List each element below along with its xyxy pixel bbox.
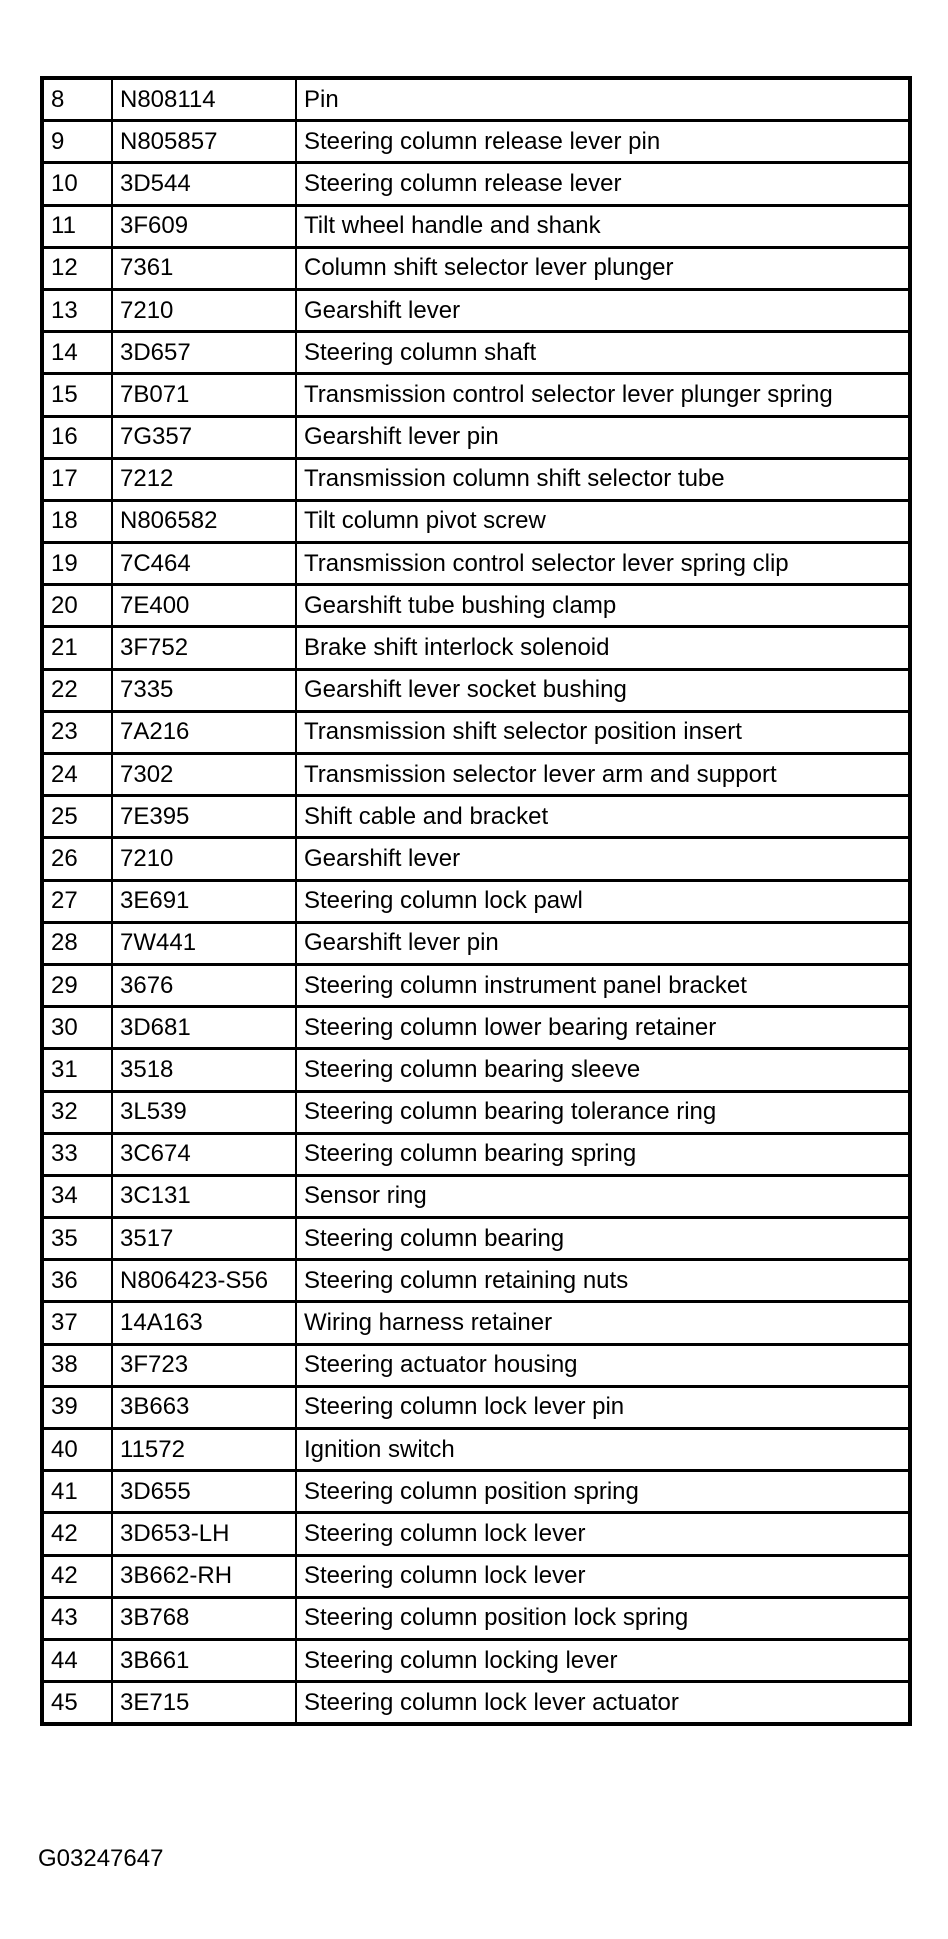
table-row bbox=[42, 458, 910, 500]
table-row bbox=[42, 205, 910, 247]
figure-id: G03247647 bbox=[38, 1845, 164, 1872]
part-number-cell: N808114 bbox=[112, 78, 296, 121]
description-cell: Steering column position lock spring bbox=[296, 1597, 910, 1639]
item-number-cell: 39 bbox=[42, 1386, 112, 1428]
description-cell: Steering column release lever pin bbox=[296, 121, 910, 163]
table-row bbox=[42, 332, 910, 374]
item-number-cell: 12 bbox=[42, 247, 112, 289]
part-number-cell: 3C674 bbox=[112, 1133, 296, 1175]
description-cell: Gearshift lever bbox=[296, 838, 910, 880]
part-number-cell: 3D655 bbox=[112, 1471, 296, 1513]
description-cell: Transmission control selector lever plunger spring bbox=[296, 374, 910, 416]
description-cell: Tilt column pivot screw bbox=[296, 500, 910, 542]
part-number-cell: 3C131 bbox=[112, 1175, 296, 1217]
table-row bbox=[42, 1597, 910, 1639]
item-number-cell: 22 bbox=[42, 669, 112, 711]
item-number-cell: 42 bbox=[42, 1555, 112, 1597]
table-row bbox=[42, 78, 910, 121]
description-cell: Steering column bearing bbox=[296, 1218, 910, 1260]
table-row bbox=[42, 1429, 910, 1471]
parts-table bbox=[40, 76, 912, 1726]
table-row bbox=[42, 247, 910, 289]
item-number-cell: 34 bbox=[42, 1175, 112, 1217]
table-row bbox=[42, 838, 910, 880]
item-number-cell: 8 bbox=[42, 78, 112, 121]
description-cell: Steering column lock lever bbox=[296, 1513, 910, 1555]
part-number-cell: 11572 bbox=[112, 1429, 296, 1471]
table-row bbox=[42, 1639, 910, 1681]
table-row bbox=[42, 121, 910, 163]
table-row bbox=[42, 880, 910, 922]
description-cell: Transmission shift selector position insert bbox=[296, 711, 910, 753]
table-row bbox=[42, 669, 910, 711]
table-row bbox=[42, 500, 910, 542]
part-number-cell: 3E715 bbox=[112, 1682, 296, 1725]
item-number-cell: 33 bbox=[42, 1133, 112, 1175]
part-number-cell: N805857 bbox=[112, 121, 296, 163]
description-cell: Gearshift lever pin bbox=[296, 922, 910, 964]
table-row bbox=[42, 1555, 910, 1597]
table-row bbox=[42, 1218, 910, 1260]
item-number-cell: 41 bbox=[42, 1471, 112, 1513]
item-number-cell: 13 bbox=[42, 289, 112, 331]
table-row bbox=[42, 543, 910, 585]
description-cell: Gearshift lever socket bushing bbox=[296, 669, 910, 711]
description-cell: Steering column bearing tolerance ring bbox=[296, 1091, 910, 1133]
item-number-cell: 35 bbox=[42, 1218, 112, 1260]
description-cell: Ignition switch bbox=[296, 1429, 910, 1471]
description-cell: Column shift selector lever plunger bbox=[296, 247, 910, 289]
item-number-cell: 37 bbox=[42, 1302, 112, 1344]
item-number-cell: 31 bbox=[42, 1049, 112, 1091]
part-number-cell: 3D653-LH bbox=[112, 1513, 296, 1555]
part-number-cell: 7B071 bbox=[112, 374, 296, 416]
item-number-cell: 19 bbox=[42, 543, 112, 585]
description-cell: Steering column lock lever pin bbox=[296, 1386, 910, 1428]
item-number-cell: 32 bbox=[42, 1091, 112, 1133]
item-number-cell: 38 bbox=[42, 1344, 112, 1386]
item-number-cell: 30 bbox=[42, 1007, 112, 1049]
table-row bbox=[42, 627, 910, 669]
part-number-cell: 3D681 bbox=[112, 1007, 296, 1049]
part-number-cell: 14A163 bbox=[112, 1302, 296, 1344]
part-number-cell: 3F752 bbox=[112, 627, 296, 669]
description-cell: Pin bbox=[296, 78, 910, 121]
table-row bbox=[42, 1344, 910, 1386]
part-number-cell: 3D657 bbox=[112, 332, 296, 374]
part-number-cell: 3517 bbox=[112, 1218, 296, 1260]
part-number-cell: 3L539 bbox=[112, 1091, 296, 1133]
table-row bbox=[42, 796, 910, 838]
item-number-cell: 44 bbox=[42, 1639, 112, 1681]
item-number-cell: 14 bbox=[42, 332, 112, 374]
description-cell: Wiring harness retainer bbox=[296, 1302, 910, 1344]
item-number-cell: 42 bbox=[42, 1513, 112, 1555]
table-row bbox=[42, 1175, 910, 1217]
part-number-cell: 3B768 bbox=[112, 1597, 296, 1639]
description-cell: Gearshift lever bbox=[296, 289, 910, 331]
item-number-cell: 43 bbox=[42, 1597, 112, 1639]
table-row bbox=[42, 1386, 910, 1428]
table-row bbox=[42, 585, 910, 627]
description-cell: Gearshift tube bushing clamp bbox=[296, 585, 910, 627]
table-row bbox=[42, 1007, 910, 1049]
item-number-cell: 29 bbox=[42, 964, 112, 1006]
description-cell: Gearshift lever pin bbox=[296, 416, 910, 458]
part-number-cell: 7210 bbox=[112, 289, 296, 331]
part-number-cell: 7E400 bbox=[112, 585, 296, 627]
table-row bbox=[42, 1471, 910, 1513]
item-number-cell: 20 bbox=[42, 585, 112, 627]
part-number-cell: 7335 bbox=[112, 669, 296, 711]
table-row bbox=[42, 289, 910, 331]
part-number-cell: 7W441 bbox=[112, 922, 296, 964]
item-number-cell: 18 bbox=[42, 500, 112, 542]
description-cell: Steering column locking lever bbox=[296, 1639, 910, 1681]
part-number-cell: 3518 bbox=[112, 1049, 296, 1091]
item-number-cell: 11 bbox=[42, 205, 112, 247]
table-row bbox=[42, 922, 910, 964]
description-cell: Steering actuator housing bbox=[296, 1344, 910, 1386]
description-cell: Steering column lower bearing retainer bbox=[296, 1007, 910, 1049]
description-cell: Brake shift interlock solenoid bbox=[296, 627, 910, 669]
part-number-cell: 7210 bbox=[112, 838, 296, 880]
item-number-cell: 26 bbox=[42, 838, 112, 880]
description-cell: Steering column retaining nuts bbox=[296, 1260, 910, 1302]
description-cell: Tilt wheel handle and shank bbox=[296, 205, 910, 247]
item-number-cell: 10 bbox=[42, 163, 112, 205]
item-number-cell: 21 bbox=[42, 627, 112, 669]
description-cell: Transmission column shift selector tube bbox=[296, 458, 910, 500]
table-row bbox=[42, 964, 910, 1006]
description-cell: Shift cable and bracket bbox=[296, 796, 910, 838]
description-cell: Steering column position spring bbox=[296, 1471, 910, 1513]
part-number-cell: 7361 bbox=[112, 247, 296, 289]
description-cell: Steering column bearing spring bbox=[296, 1133, 910, 1175]
item-number-cell: 15 bbox=[42, 374, 112, 416]
part-number-cell: 3B662-RH bbox=[112, 1555, 296, 1597]
part-number-cell: 3F609 bbox=[112, 205, 296, 247]
description-cell: Steering column lock pawl bbox=[296, 880, 910, 922]
part-number-cell: 3D544 bbox=[112, 163, 296, 205]
table-row bbox=[42, 1682, 910, 1725]
item-number-cell: 27 bbox=[42, 880, 112, 922]
part-number-cell: 7302 bbox=[112, 754, 296, 796]
description-cell: Transmission control selector lever spring clip bbox=[296, 543, 910, 585]
part-number-cell: 7A216 bbox=[112, 711, 296, 753]
table-row bbox=[42, 1302, 910, 1344]
description-cell: Steering column shaft bbox=[296, 332, 910, 374]
description-cell: Steering column bearing sleeve bbox=[296, 1049, 910, 1091]
description-cell: Steering column release lever bbox=[296, 163, 910, 205]
part-number-cell: 3B663 bbox=[112, 1386, 296, 1428]
table-row bbox=[42, 1049, 910, 1091]
table-row bbox=[42, 1133, 910, 1175]
table-row bbox=[42, 754, 910, 796]
description-cell: Transmission selector lever arm and support bbox=[296, 754, 910, 796]
item-number-cell: 17 bbox=[42, 458, 112, 500]
table-row bbox=[42, 163, 910, 205]
item-number-cell: 16 bbox=[42, 416, 112, 458]
item-number-cell: 9 bbox=[42, 121, 112, 163]
part-number-cell: 3B661 bbox=[112, 1639, 296, 1681]
part-number-cell: 7G357 bbox=[112, 416, 296, 458]
item-number-cell: 40 bbox=[42, 1429, 112, 1471]
part-number-cell: 3E691 bbox=[112, 880, 296, 922]
parts-table-body bbox=[42, 78, 910, 1724]
table-row bbox=[42, 374, 910, 416]
item-number-cell: 23 bbox=[42, 711, 112, 753]
part-number-cell: 7212 bbox=[112, 458, 296, 500]
part-number-cell: 3676 bbox=[112, 964, 296, 1006]
item-number-cell: 36 bbox=[42, 1260, 112, 1302]
table-row bbox=[42, 416, 910, 458]
table-row bbox=[42, 1260, 910, 1302]
part-number-cell: N806423-S56 bbox=[112, 1260, 296, 1302]
description-cell: Steering column instrument panel bracket bbox=[296, 964, 910, 1006]
part-number-cell: N806582 bbox=[112, 500, 296, 542]
item-number-cell: 25 bbox=[42, 796, 112, 838]
part-number-cell: 3F723 bbox=[112, 1344, 296, 1386]
description-cell: Sensor ring bbox=[296, 1175, 910, 1217]
item-number-cell: 28 bbox=[42, 922, 112, 964]
part-number-cell: 7E395 bbox=[112, 796, 296, 838]
description-cell: Steering column lock lever actuator bbox=[296, 1682, 910, 1725]
part-number-cell: 7C464 bbox=[112, 543, 296, 585]
table-row bbox=[42, 1091, 910, 1133]
description-cell: Steering column lock lever bbox=[296, 1555, 910, 1597]
item-number-cell: 45 bbox=[42, 1682, 112, 1725]
table-row bbox=[42, 1513, 910, 1555]
table-row bbox=[42, 711, 910, 753]
item-number-cell: 24 bbox=[42, 754, 112, 796]
